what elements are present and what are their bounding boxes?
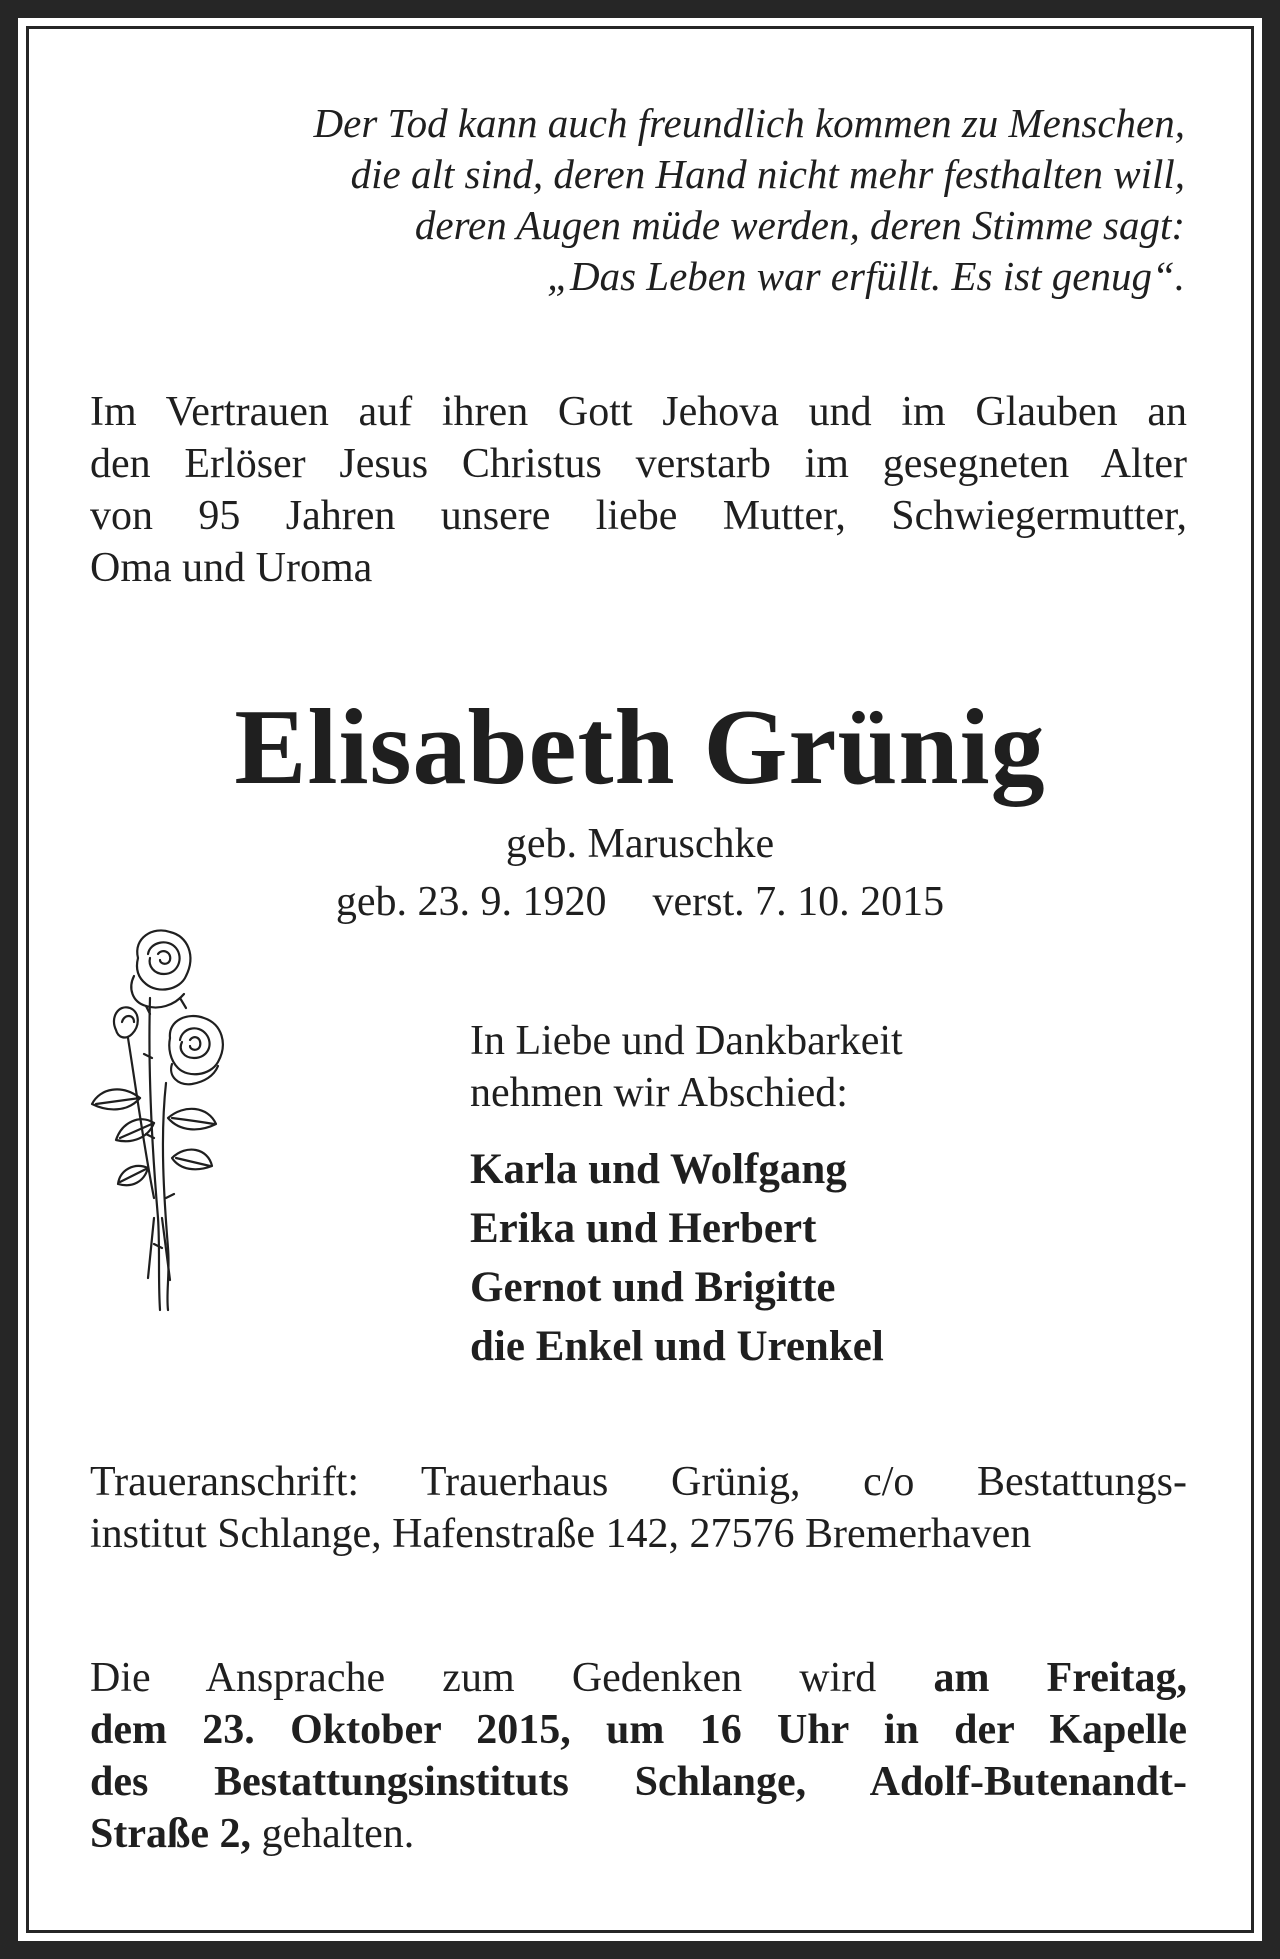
memorial-service-notice bbox=[90, 1652, 1187, 1860]
farewell-line: In Liebe und Dankbarkeit bbox=[470, 1018, 903, 1064]
death-date: verst. 7. 10. 2015 bbox=[652, 879, 945, 925]
service-line bbox=[90, 1704, 1187, 1756]
intro-line: den Erlöser Jesus Christus verstarb im gesegneten Alter bbox=[90, 441, 1187, 487]
family-member: die Enkel und Urenkel bbox=[470, 1323, 884, 1370]
maiden-name: geb. Maruschke bbox=[505, 821, 775, 867]
family-member: Erika und Herbert bbox=[470, 1205, 817, 1252]
intro-line: Oma und Uroma bbox=[90, 545, 373, 591]
deceased-name: Elisabeth Grünig bbox=[234, 688, 1046, 807]
service-text-end: gehalten. bbox=[261, 1811, 415, 1857]
service-street: Straße 2, bbox=[90, 1811, 251, 1857]
service-venue: des Bestattungsinstituts Schlange, Adolf-Butenandt- bbox=[90, 1759, 1187, 1805]
service-text: Die Ansprache zum Gedenken wird bbox=[90, 1655, 877, 1701]
poem-line: „Das Leben war erfüllt. Es ist genug“. bbox=[547, 253, 1185, 299]
intro-line: von 95 Jahren unsere liebe Mutter, Schwiegermutter, bbox=[90, 493, 1187, 539]
service-date: am Freitag, bbox=[933, 1655, 1188, 1701]
poem-quote bbox=[90, 98, 1185, 302]
poem-line: die alt sind, deren Hand nicht mehr festhalten will, bbox=[350, 151, 1185, 197]
rose-icon bbox=[88, 918, 238, 1318]
poem-line: deren Augen müde werden, deren Stimme sagt: bbox=[414, 202, 1185, 248]
family-member: Gernot und Brigitte bbox=[470, 1264, 836, 1311]
service-line bbox=[90, 1756, 1187, 1808]
intro-line: Im Vertrauen auf ihren Gott Jehova und im Glauben an bbox=[90, 389, 1187, 435]
birth-date: geb. 23. 9. 1920 bbox=[335, 879, 607, 925]
service-time-place: dem 23. Oktober 2015, um 16 Uhr in der Kapelle bbox=[90, 1707, 1187, 1753]
poem-line: Der Tod kann auch freundlich kommen zu Menschen, bbox=[313, 100, 1185, 146]
address-line: institut Schlange, Hafenstraße 142, 27576 Bremerhaven bbox=[90, 1511, 1032, 1557]
farewell-line: nehmen wir Abschied: bbox=[470, 1070, 848, 1116]
service-line bbox=[90, 1652, 1187, 1704]
family-member: Karla und Wolfgang bbox=[470, 1146, 847, 1193]
service-line bbox=[90, 1808, 1187, 1860]
family-list bbox=[470, 1140, 884, 1376]
mourning-address bbox=[90, 1456, 1187, 1560]
intro-paragraph bbox=[90, 386, 1187, 594]
farewell-text bbox=[470, 1015, 903, 1119]
address-line: Traueranschrift: Trauerhaus Grünig, c/o Bestattungs- bbox=[90, 1459, 1187, 1505]
